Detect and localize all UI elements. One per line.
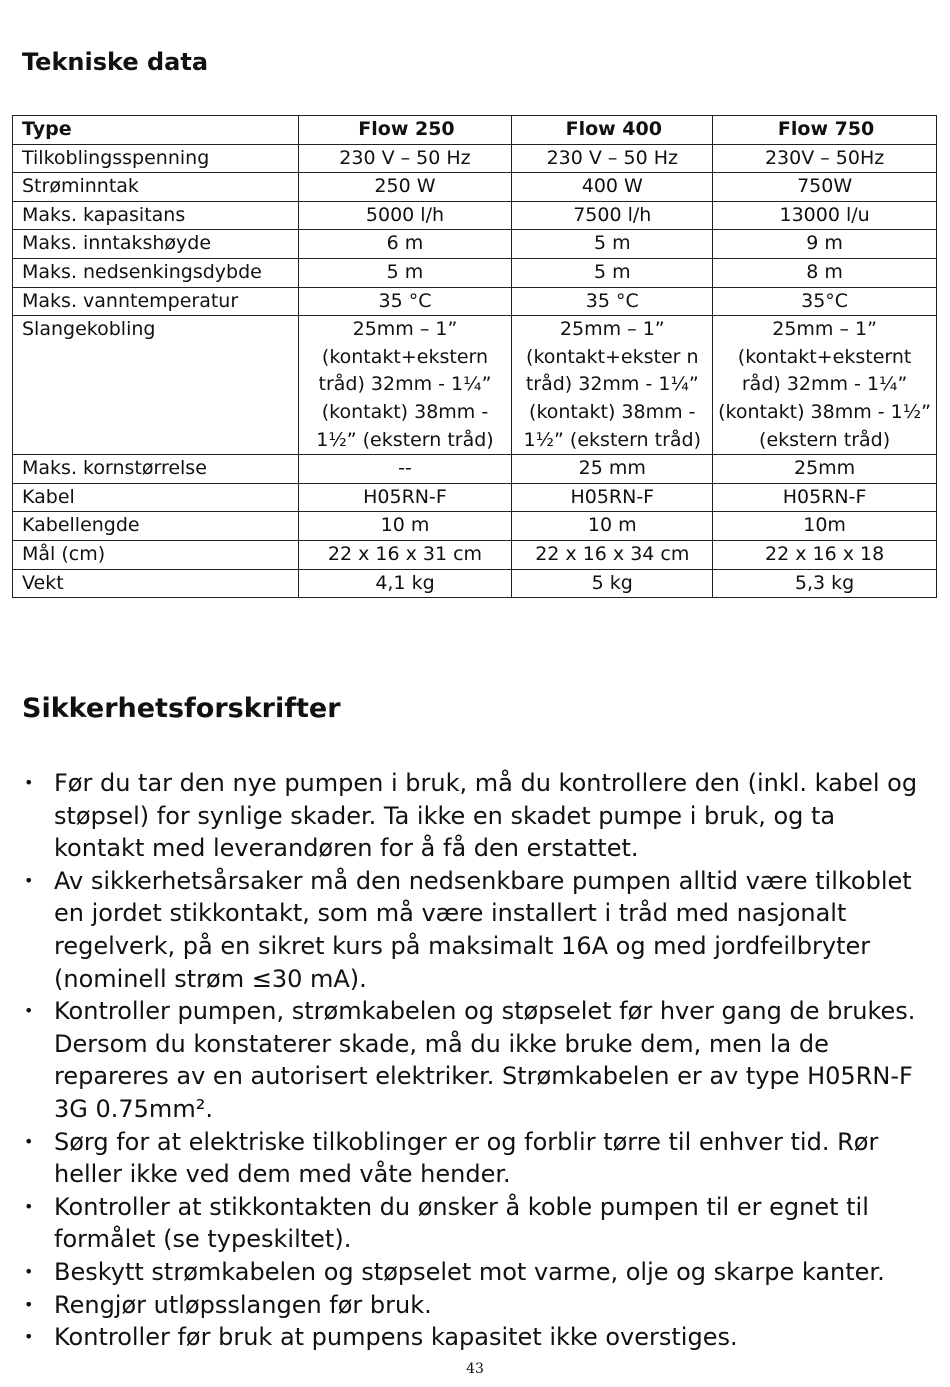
table-row — [13, 144, 937, 173]
table-row — [13, 287, 937, 316]
table-header-row — [13, 116, 937, 145]
list-item-text: Beskytt strømkabelen og støpselet mot varme, olje og skarpe kanter. — [54, 1257, 885, 1286]
cell-flow-750: 22 x 16 x 18 — [713, 540, 937, 569]
row-label: Vekt — [13, 569, 299, 598]
cell-flow-400: 25 mm — [512, 455, 713, 484]
cell-flow-400: 5 m — [512, 258, 713, 287]
section-title-technical-data: Tekniske data — [22, 48, 209, 76]
row-label: Tilkoblingsspenning — [13, 144, 299, 173]
cell-flow-400: 230 V – 50 Hz — [512, 144, 713, 173]
list-item-text: Kontroller pumpen, strømkabelen og støpselet før hver gang de brukes. Dersom du konstaterer skade, må du ikke bruke dem, men la de repareres av en autorisert elektriker. Strømkabelen er av type H05RN-F 3G 0.75mm². — [54, 997, 916, 1123]
bullet-icon: • — [24, 1294, 34, 1314]
list-item — [0, 1321, 930, 1354]
cell-flow-750: 8 m — [713, 258, 937, 287]
cell-flow-400: 7500 l/h — [512, 201, 713, 230]
table-row — [13, 173, 937, 202]
bullet-icon: • — [24, 1001, 34, 1021]
cell-flow-400: 35 °C — [512, 287, 713, 316]
bullet-icon: • — [24, 773, 34, 792]
cell-flow-250: 250 W — [298, 173, 512, 202]
cell-flow-250: -- — [298, 455, 512, 484]
bullet-icon: • — [24, 1327, 34, 1347]
table-row — [13, 201, 937, 230]
header-cell-flow-750: Flow 750 — [713, 116, 937, 145]
safety-list — [0, 767, 930, 1354]
list-item — [0, 1126, 930, 1191]
cell-flow-750: 25mm – 1” (kontakt+eksternt råd) 32mm - 1¼” (kontakt) 38mm - 1½” (ekstern tråd) — [713, 316, 937, 455]
table-row — [13, 569, 937, 598]
cell-flow-250: 10 m — [298, 512, 512, 541]
list-item — [0, 767, 930, 865]
list-item-text: Rengjør utløpsslangen før bruk. — [54, 1290, 432, 1319]
table-row — [13, 512, 937, 541]
section-title-safety: Sikkerhetsforskrifter — [22, 693, 341, 724]
row-label: Maks. inntakshøyde — [13, 230, 299, 259]
list-item — [0, 995, 930, 1125]
list-item — [0, 1191, 930, 1256]
row-label: Strøminntak — [13, 173, 299, 202]
cell-flow-400: H05RN-F — [512, 483, 713, 512]
row-label: Maks. nedsenkingsdybde — [13, 258, 299, 287]
row-label: Maks. kornstørrelse — [13, 455, 299, 484]
list-item-text: Kontroller at stikkontakten du ønsker å koble pumpen til er egnet til formålet (se typeskiltet). — [54, 1192, 869, 1254]
cell-flow-250: 5000 l/h — [298, 201, 512, 230]
row-label: Kabellengde — [13, 512, 299, 541]
list-item-text: Sørg for at elektriske tilkoblinger er og forblir tørre til enhver tid. Rør heller ikke ved dem med våte hender. — [54, 1127, 879, 1189]
cell-flow-750: 25mm — [713, 455, 937, 484]
row-label: Maks. kapasitans — [13, 201, 299, 230]
cell-flow-250: 22 x 16 x 31 cm — [298, 540, 512, 569]
bullet-icon: • — [24, 1196, 34, 1216]
cell-flow-250: 6 m — [298, 230, 512, 259]
cell-flow-750: 13000 l/u — [713, 201, 937, 230]
cell-flow-400: 25mm – 1” (kontakt+ekster n tråd) 32mm - 1¼” (kontakt) 38mm - 1½” (ekstern tråd) — [512, 316, 713, 455]
technical-data-table — [12, 115, 937, 598]
table-row — [13, 483, 937, 512]
cell-flow-250: H05RN-F — [298, 483, 512, 512]
list-item — [0, 1289, 930, 1322]
cell-flow-750: 5,3 kg — [713, 569, 937, 598]
table-row — [13, 540, 937, 569]
header-cell-type: Type — [13, 116, 299, 145]
row-label: Mål (cm) — [13, 540, 299, 569]
row-label: Kabel — [13, 483, 299, 512]
cell-flow-750: H05RN-F — [713, 483, 937, 512]
cell-flow-750: 9 m — [713, 230, 937, 259]
header-cell-flow-250: Flow 250 — [298, 116, 512, 145]
table-row — [13, 455, 937, 484]
cell-flow-400: 10 m — [512, 512, 713, 541]
cell-flow-250: 4,1 kg — [298, 569, 512, 598]
row-label: Maks. vanntemperatur — [13, 287, 299, 316]
list-item — [0, 865, 930, 995]
table-row — [13, 316, 937, 455]
cell-flow-400: 400 W — [512, 173, 713, 202]
bullet-icon: • — [24, 1131, 34, 1151]
cell-flow-750: 35°C — [713, 287, 937, 316]
cell-flow-250: 35 °C — [298, 287, 512, 316]
cell-flow-750: 10m — [713, 512, 937, 541]
header-cell-flow-400: Flow 400 — [512, 116, 713, 145]
cell-flow-400: 5 kg — [512, 569, 713, 598]
cell-flow-250: 25mm – 1” (kontakt+ekstern tråd) 32mm - 1¼” (kontakt) 38mm - 1½” (ekstern tråd) — [298, 316, 512, 455]
cell-flow-400: 22 x 16 x 34 cm — [512, 540, 713, 569]
list-item-text: Kontroller før bruk at pumpens kapasitet ikke overstiges. — [54, 1323, 738, 1352]
cell-flow-400: 5 m — [512, 230, 713, 259]
list-item — [0, 1256, 930, 1289]
cell-flow-750: 230V – 50Hz — [713, 144, 937, 173]
list-item-text: Før du tar den nye pumpen i bruk, må du kontrollere den (inkl. kabel og støpsel) for synlige skader. Ta ikke en skadet pumpe i bruk, og ta kontakt med leverandøren for å få den erstattet. — [54, 769, 918, 863]
list-item-text: Av sikkerhetsårsaker må den nedsenkbare pumpen alltid være tilkoblet en jordet stikkontakt, som må være installert i tråd med nasjonalt regelverk, på en sikret kurs på maksimalt 16A og med jordfeilbryter (nominell strøm ≤30 mA). — [54, 866, 912, 993]
bullet-icon: • — [24, 1261, 34, 1281]
table-row — [13, 230, 937, 259]
table-row — [13, 258, 937, 287]
bullet-icon: • — [24, 870, 34, 890]
cell-flow-250: 5 m — [298, 258, 512, 287]
cell-flow-750: 750W — [713, 173, 937, 202]
row-label: Slangekobling — [13, 316, 299, 455]
page-number: 43 — [466, 1361, 484, 1377]
cell-flow-250: 230 V – 50 Hz — [298, 144, 512, 173]
